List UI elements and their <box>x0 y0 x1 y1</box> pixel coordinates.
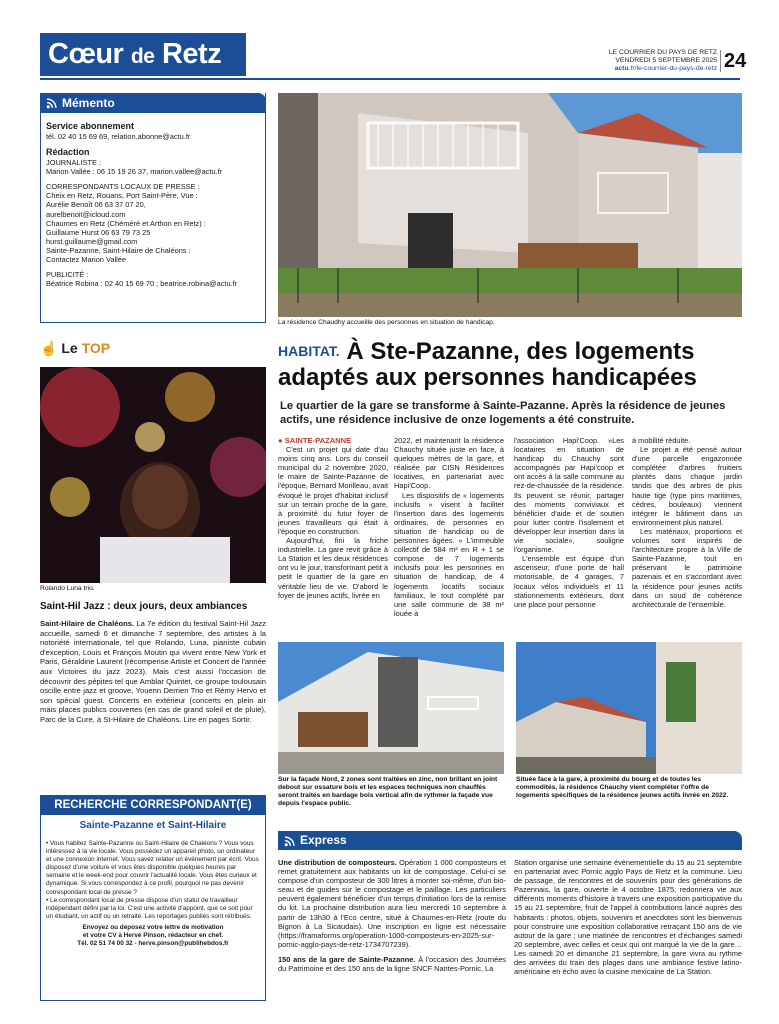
memento-content <box>46 121 262 288</box>
jazz-photo <box>40 367 266 583</box>
recherche-subtitle: Sainte-Pazanne et Saint-Hilaire <box>79 820 227 831</box>
section-title-part: de <box>130 45 155 68</box>
paper-name: LE COURRIER DU PAYS DE RETZ <box>608 49 717 56</box>
express-col-right <box>514 858 742 976</box>
article-kicker: HABITAT. <box>278 343 340 359</box>
section-masthead <box>40 33 246 76</box>
site-link-prefix[interactable]: actu <box>614 65 629 72</box>
issue-date: VENDREDI 5 SEPTEMBRE 2025 <box>615 57 717 64</box>
site-link[interactable]: .fr/le-courrier-du-pays-de-retz <box>628 65 717 72</box>
memento-line: Cheix en Retz, Rouans, Port Saint-Père, Vue : <box>46 191 198 201</box>
paper-info <box>609 49 717 73</box>
recherche-bullet: • Vous habitez Sainte-Pazanne ou Saint-Hilaire de Chaléons ? Vous vous intéressez à la vie locale. Vous possédez un appareil photo, un ordinateur et une connexion internet. Vous savez relater un événement par écrit. Vous disposez d'une voiture et vous êtes disponible quelques heures par semaine et le week-end pour couvrir l'actualité locale. Vous êtes curieux et dynamique. Si vous correspondez à ce profil, pourquoi ne pas devenir correspondant local de presse ? <box>46 840 259 896</box>
article-paragraph: Les matériaux, proportions et volumes sont inspirés de l'architecture propre à la Ville de Sainte-Pazanne, tout en préservant le patrimoine pazenais et en s'accordant avec la résidence pour jeunes actifs dans un soud de cohérence architecturale de l'ensemble. <box>632 526 742 609</box>
article-location: ● SAINTE-PAZANNE <box>278 436 352 445</box>
gare-photo-caption: Située face à la gare, à proximité du bourg et de toutes les commodités, la résidence Chauchy vient compléter l'offre de logements spécifiques de la résidence jeunes actifs livrée en 2022. <box>516 776 729 799</box>
article-paragraph: L'ensemble est équipé d'un ascenseur, d'une porte de hall motorisable, de 4 garages, 7 locaux vélos individuels et 11 stationnements extérieurs, dont une place pour personne <box>514 554 624 609</box>
rss-icon <box>284 836 295 847</box>
page-number: 24 <box>720 50 746 72</box>
recherche-contact[interactable]: Tél. 02 51 74 00 32 - herve.pinson@publihebdos.fr <box>77 940 229 948</box>
jazz-illustration <box>40 367 266 583</box>
jazz-photo-caption: Rolando Luna trio. <box>40 585 95 592</box>
express-item-body: À l'occasion des Journées du Patrimoine et des 150 ans de la ligne SNCF Nantes-Pornic, La <box>278 954 506 974</box>
recherche-cta: et votre CV à Hervé Pinson, rédacteur en chef. <box>82 932 224 940</box>
letop-header: ☝ Le TOP <box>40 340 111 356</box>
facade-nord-photo <box>278 642 504 774</box>
memento-line: tél. 02 40 15 69 69, relation.abonne@actu.fr <box>46 132 191 141</box>
memento-title: Mémento <box>62 96 115 110</box>
location-pin-icon: ● <box>278 436 285 445</box>
recherche-cta: Envoyez ou déposez votre lettre de motivation <box>82 923 224 931</box>
memento-line: PUBLICITÉ : <box>46 270 89 280</box>
facade-photo-caption: Sur la façade Nord, 2 zones sont traitées en zinc, non brillant en joint debout sur ossature bois et les espaces techniques non chauffés seront traités en bardage bois vertical afin de rythmer la façade vue depuis l'espace public. <box>278 776 498 807</box>
memento-line: hurst.guillaume@gmail.com <box>46 236 138 246</box>
memento-heading: Rédaction <box>46 147 90 158</box>
headline-line: À Ste-Pazanne, des logements <box>346 338 695 365</box>
article-paragraph: Aujourd'hui, fini la friche industrielle. La gare revit grâce à La Station et les deux résidences ont vu le jour, transformant petit à petit le quartier de la gare en véritable lieu de vie. D'abord le foyer de jeunes actifs, livrée en <box>278 536 388 600</box>
residence-illustration <box>278 93 742 317</box>
article-paragraph: à mobilité réduite. <box>632 436 691 445</box>
article-column <box>278 436 388 600</box>
express-item-title: Une distribution de composteurs. <box>278 858 397 867</box>
letop-body: Saint-Hilaire de Chaléons. La 7e édition du festival Saint-Hil Jazz accueille, samedi 6 et dimanche 7 septembre, des artistes à la notoriété internationale, tel que Rolando, Luna, pianiste cubain d'exception, Louis et François Moutin qui vivent entre New York et Paris, Géraldine Laurent (récompense Artiste et Concert de l'année aux Victoires du jazz 2023). Mais c'est aussi l'occasion de découvrir des pépites tel que Amblar Quintet, ce groupe toulousain oscille entre jazz et groove, Youenn Derrien Trio et Rémy Hervo et son spécial guest. Concerts en extérieur (concerts en plein air mais places publics couvertes (en cas de grand soleil et de pluie), Parc de la Cure, à St-Hilaire de Chaléons. Lire en pages Sortir. <box>40 619 267 724</box>
memento-line: Aurélie Benoît 06 63 37 07 20, <box>46 200 146 210</box>
article-column <box>514 436 624 609</box>
express-col-left <box>278 858 506 973</box>
article-paragraph: C'est un projet qui date d'au moins cinq ans. Lors du conseil municipal du 2 novembre 2020, le maire de Sainte-Pazanne de l'époque, Bernard Morilleau, avait évoqué le projet d'habitat inclusif sur un terrain proche de la gare, à proximité du futur foyer de jeunes travailleurs qui était à l'époque en construction. <box>278 445 388 536</box>
article-column <box>632 436 742 609</box>
recherche-content <box>46 840 260 948</box>
gare-illustration <box>516 642 742 774</box>
section-title-part: Cœur <box>48 38 124 70</box>
article-paragraph: Les dispositifs de « logements inclusifs » visent à faciliter l'insertion dans des logements ordinaires, de personnes en situation de handicap ou de personnes âgées. « L'immeuble collectif de 584 m² en R + 1 se compose de 7 logements inclusifs pour les personnes en situation de handicap, de 4 logements locatifs sociaux familiaux, le tout complété par une salle commune de 38 m² louée à <box>394 490 504 618</box>
express-item-body: Station organise une semaine évènementielle du 15 au 21 septembre en partenariat avec Pornic agglo Pays de Retz et la commune. Lieu de passage, de rencontres et de souvenirs pour des générations de Pazennais, la gare, ouverte le 4 octobre 1875, redonnera vie aux différents moments d'histoire à travers une exposition participative du 15 au 21 septembre, fruit de l'appel à contributions lancé auprès des habitants : photos, objets, souvenirs et anecdotes sont les bienvenus pour construire une exposition collaborative retraçant 150 ans de vie autour de la gare ; une matinée de rencontres et d'échanges samedi 20 septembre, avec celles et ceux qui ont marqué la vie de la gare… Les samedi 20 et dimanche 21 septembre, la gare vivra au rythme des arrivées du train des plages dans une ambiance festive latino-américaine en écho avec la cuisine mexicaine de La Station. <box>514 858 742 977</box>
express-title: Express <box>300 833 347 847</box>
memento-line: Marion Vallée : 06 15 19 26 37, marion.vallee@actu.fr <box>46 167 223 177</box>
express-header <box>278 831 742 850</box>
express-item-body: Opération 1 000 composteurs et remet gratuitement aux habitants un kit de compostage. Celui-ci se compose d'un composteur de 300 litres à monter soi-même, d'un bio-seau et de guides sur le compostage et le paillage. Les particuliers peuvent également bénéficier d'un temps d'initiation lors de la remise du kit. La prochaine distribution aura lieu mercredi 10 septembre à partir de 13h30 à l'Eco centre, situé à Chaumes-en-Retz (route du Bignon à La Sicaudais). Une inscription en ligne est nécessaire (https://framaforms.org/operation-1000-composteurs-en-2025-sur-pornic-agglo-pays-de-retz-1734707239). <box>278 858 506 949</box>
memento-line: Béatrice Robina : 02 40 15 69 70 ; beatrice.robina@actu.fr <box>46 279 238 289</box>
letop-headline: Saint-Hil Jazz : deux jours, deux ambiances <box>40 601 248 612</box>
memento-line: Contactez Marion Vallée <box>46 255 126 265</box>
express-item-title: 150 ans de la gare de Sainte-Pazanne. <box>278 954 416 964</box>
memento-line: JOURNALISTE : <box>46 158 102 168</box>
thumbs-up-icon: ☝ <box>40 340 58 356</box>
memento-line: Chaumes en Retz (Chéméré et Arthon en Retz) : <box>46 218 206 228</box>
article-column <box>394 436 504 618</box>
residence-photo-caption: La résidence Chaudhy accueille des personnes en situation de handicap. <box>278 319 495 326</box>
recherche-bullet: • Le correspondant local de presse dispose d'un statut de travailleur indépendant défini par la loi. C'est une activité d'appoint, que ce soit pour un étudiant, un actif ou un retraité. Les reportages publiés sont rétribués. <box>46 896 253 920</box>
memento-line: aurelbenoit@icloud.com <box>46 209 126 219</box>
header-rule <box>40 78 740 80</box>
memento-heading: Service abonnement <box>46 121 135 131</box>
article-headline <box>278 338 748 391</box>
headline-line: adaptés aux personnes handicapées <box>278 364 697 391</box>
article-paragraph: 2022, et maintenant la résidence Chauchy située juste en face, à quelques mètres de la gare, et réalisée par CISN Résidences locatives, en partenariat avec Hapi'Coop. <box>394 436 504 491</box>
memento-header <box>40 93 266 113</box>
memento-line: CORRESPONDANTS LOCAUX DE PRESSE : <box>46 182 200 192</box>
memento-line: Guillaume Hurst 06 63 79 73 25 <box>46 227 151 237</box>
rss-icon <box>46 98 57 109</box>
facade-illustration <box>278 642 504 774</box>
article-paragraph: Le projet a été pensé autour d'une parcelle engazonnée complétée d'arbres fruitiers plantés dans chaque jardin tandis que des arbres de plus haute tige (type pins maritimes, cèdres, bouleaux) viennent intégrer le bâtiment dans un environnement plus naturel. <box>632 445 742 527</box>
memento-line: Sainte-Pazanne, Saint-Hilaire de Chaléons : <box>46 245 191 255</box>
residence-photo <box>278 93 742 317</box>
face-gare-photo <box>516 642 742 774</box>
recherche-header: RECHERCHE CORRESPONDANT(E) <box>40 795 266 815</box>
article-chapo: Le quartier de la gare se transforme à Sainte-Pazanne. Après la résidence de jeunes actifs, une résidence inclusive de onze logements a été construite. <box>280 400 726 426</box>
section-title-part: Retz <box>161 38 222 70</box>
article-paragraph: l'association Hapi'Coop. »Les locataires en situation de handicap du Chauchy sont accompagnés par Hapi'coop et ont accès à la salle commune au rez-de-chaussée de la résidence. Ils peuvent se réunir, partager des moments conviviaux et bénéficier d'aide et de soutien pour lutter contre l'isolement et développer leur insertion dans la vie sociale», souligne l'organisme. <box>514 436 624 555</box>
